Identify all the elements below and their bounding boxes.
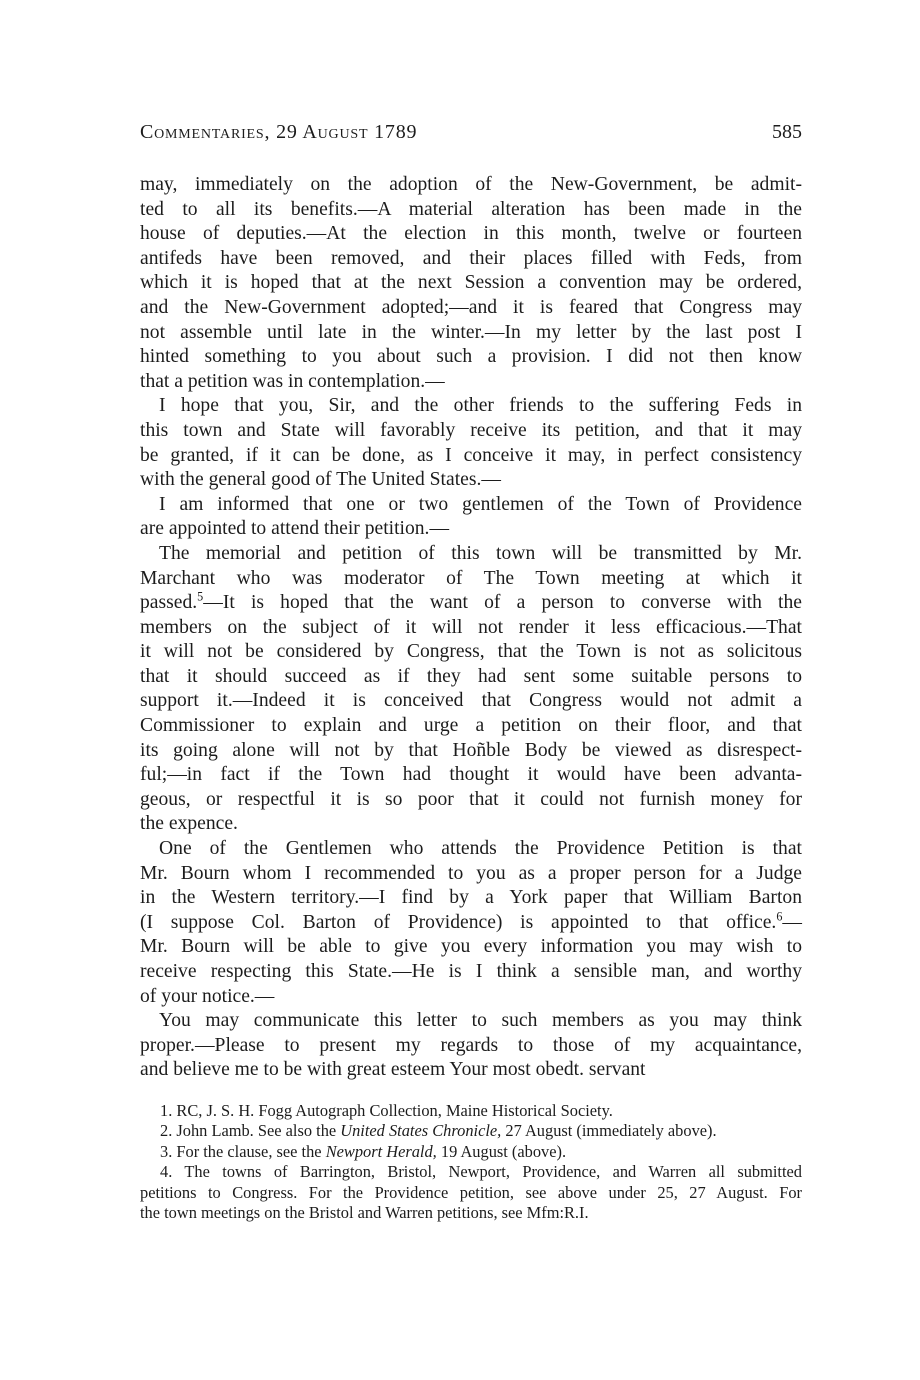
text-line: Commissioner to explain and urge a petition on their floor, and that <box>140 715 802 737</box>
page-number: 585 <box>772 121 802 143</box>
running-header <box>140 121 802 147</box>
text-line: which it is hoped that at the next Session a convention may be ordered, <box>140 272 802 294</box>
text-line: in the Western territory.—I find by a York paper that William Barton <box>140 887 802 909</box>
text-line: 4. The towns of Barrington, Bristol, Newport, Providence, and Warren all submitted <box>160 1162 802 1182</box>
text-line: may, immediately on the adoption of the New-Government, be admit- <box>140 174 802 195</box>
text-line: 1. RC, J. S. H. Fogg Autograph Collection, Maine Historical Society. <box>160 1100 613 1120</box>
paragraph <box>140 493 802 542</box>
text-line: house of deputies.—At the election in this month, twelve or fourteen <box>140 223 802 245</box>
running-header-title: Commentaries, 29 August 1789 <box>140 121 418 143</box>
text-line: ted to all its benefits.—A material alteration has been made in the <box>140 198 802 220</box>
text-line: support it.—Indeed it is conceived that Congress would not admit a <box>140 690 802 712</box>
text-line: not assemble until late in the winter.—In my letter by the last post I <box>140 321 802 343</box>
text-line: its going alone will not by that Hoñble Body be viewed as disrespect- <box>140 739 802 761</box>
text-line: geous, or respectful it is so poor that it could not furnish money for <box>140 788 802 810</box>
text-line: be granted, if it can be done, as I conceive it may, in perfect consistency <box>140 444 802 466</box>
footnote <box>140 1162 802 1223</box>
paragraph <box>140 173 802 394</box>
text-line: One of the Gentlemen who attends the Providence Petition is that <box>159 838 802 860</box>
text-line: the town meetings on the Bristol and Warren petitions, see Mfm:R.I. <box>140 1202 589 1222</box>
footnote <box>140 1142 802 1162</box>
text-line: antifeds have been removed, and their places filled with Feds, from <box>140 247 802 269</box>
text-line: the expence. <box>140 813 238 835</box>
text-line: proper.—Please to present my regards to those of my acquaintance, <box>140 1034 802 1056</box>
letter-body <box>140 173 802 1083</box>
text-line: receive respecting this State.—He is I think a sensible man, and worthy <box>140 961 802 982</box>
paragraph <box>140 1009 802 1083</box>
text-line: I am informed that one or two gentlemen of the Town of Providence <box>159 493 802 515</box>
text-line: Mr. Bourn will be able to give you every information you may wish to <box>140 936 802 958</box>
text-line: (I suppose Col. Barton of Providence) is appointed to that office.$^6$— <box>140 909 802 933</box>
paragraph <box>140 542 802 837</box>
text-line: with the general good of The United States.— <box>140 469 501 491</box>
text-line: that it should succeed as if they had sent some suitable persons to <box>140 665 802 687</box>
text-line: The memorial and petition of this town will be transmitted by Mr. <box>159 542 802 564</box>
paragraph <box>140 394 802 492</box>
text-line: it will not be considered by Congress, that the Town is not as solicitous <box>140 641 802 663</box>
text-line: You may communicate this letter to such members as you may think <box>159 1010 802 1032</box>
text-line: I hope that you, Sir, and the other friends to the suffering Feds in <box>159 395 802 417</box>
paragraph <box>140 837 802 1009</box>
footnote <box>140 1121 802 1141</box>
text-line: this town and State will favorably receive its petition, and that it may <box>140 419 802 441</box>
text-line: Mr. Bourn whom I recommended to you as a proper person for a Judge <box>140 862 802 884</box>
text-line: petitions to Congress. For the Providence petition, see above under 25, 27 August. For <box>140 1182 802 1202</box>
text-line: and the New-Government adopted;—and it is feared that Congress may <box>140 296 802 318</box>
text-line: Marchant who was moderator of The Town meeting at which it <box>140 567 802 589</box>
footnote <box>140 1101 802 1121</box>
text-line: passed.$^5$—It is hoped that the want of a person to converse with the <box>140 589 802 614</box>
text-line: of your notice.— <box>140 985 275 1007</box>
text-line: 3. For the clause, see the Newport Herald, 19 August (above). <box>160 1141 567 1161</box>
text-line: hinted something to you about such a provision. I did not then know <box>140 346 802 368</box>
text-line: that a petition was in contemplation.— <box>140 370 445 392</box>
text-line: 2. John Lamb. See also the United States Chronicle, 27 August (immediately above). <box>160 1121 717 1141</box>
text-line: and believe me to be with great esteem Your most obedt. servant <box>140 1059 646 1081</box>
text-line: members on the subject of it will not render it less efficacious.—That <box>140 616 802 638</box>
text-line: are appointed to attend their petition.— <box>140 518 450 540</box>
footnotes <box>140 1101 802 1223</box>
text-line: ful;—in fact if the Town had thought it would have been advanta- <box>140 764 802 786</box>
